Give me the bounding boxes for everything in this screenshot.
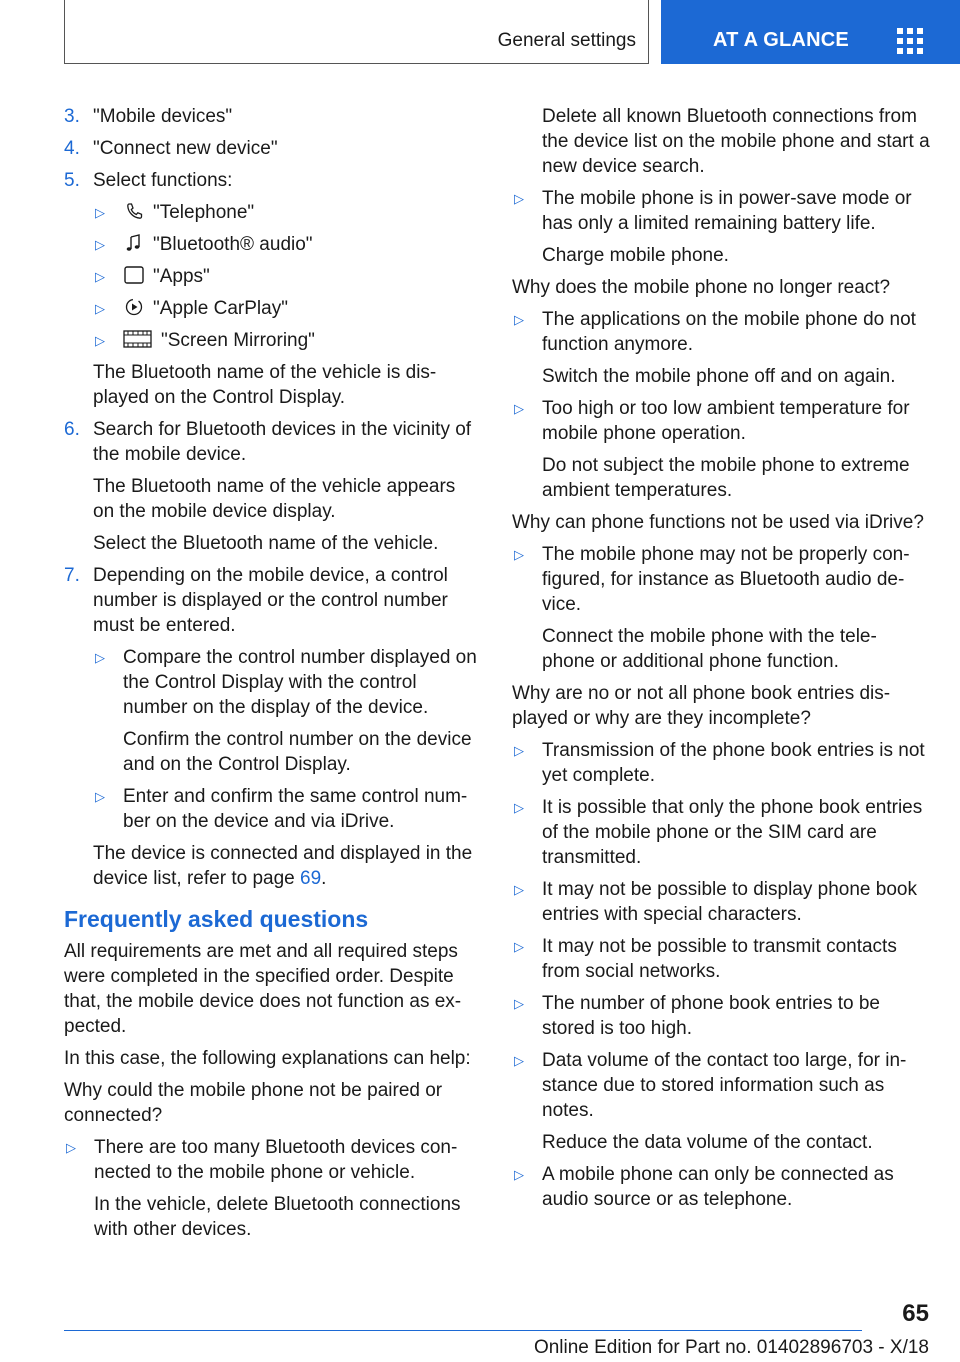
faq-question: Why can phone functions not be used via iDrive? [512,512,924,533]
step-text: Select functions: [93,170,233,191]
footer-divider [64,1330,862,1331]
list-item [93,232,480,257]
step-item [64,104,480,129]
step-item [64,136,480,161]
bullet-triangle-icon: ▷ [514,800,524,815]
bullet-text: It may not be possible to transmit contacts from social networks. [542,936,897,982]
step-number: 3. [64,106,80,127]
step-number: 7. [64,565,80,586]
step-number: 5. [64,170,80,191]
bullet-note: Confirm the control number on the device and on the Control Display. [123,729,472,775]
paragraph: In this case, the following explanations can help: [64,1048,471,1069]
paragraph: The Bluetooth name of the vehicle appears on the mobile device display. [93,476,456,522]
list-item [512,1162,932,1212]
section-heading: Frequently asked questions [64,906,369,932]
bullet-text: Data volume of the contact too large, for in‐ stance due to stored information such as notes. [542,1050,907,1121]
bullet-triangle-icon: ▷ [514,882,524,897]
bullet-text: Transmission of the phone book entries is not yet complete. [542,740,925,786]
list-item [512,307,932,389]
paragraph: Select the Bluetooth name of the vehicle. [93,533,439,554]
faq-question: Why could the mobile phone not be paired or connected? [64,1080,443,1126]
list-item [512,542,932,674]
function-label: "Bluetooth® audio" [153,234,313,255]
paragraph: Delete all known Bluetooth connections from the device list on the mobile phone and start a new device search. [542,106,930,177]
list-item [93,296,480,321]
list-item [93,200,480,225]
list-item [512,795,932,870]
bullet-text: Compare the control number displayed on the Control Display with the control number on the display of the device. [123,647,477,718]
function-list [64,200,480,410]
paragraph [93,841,480,891]
bullet-text: The applications on the mobile phone do not function anymore. [542,309,916,355]
step-item [64,417,480,556]
page-link[interactable]: 69 [300,868,322,889]
bullet-note: Connect the mobile phone with the tele‐ phone or additional phone function. [542,626,877,672]
chapter-title: General settings [497,30,636,51]
bullet-text: Too high or too low ambient temperature for mobile phone operation. [542,398,910,444]
faq-question: Why are no or not all phone book entries dis‐ played or why are they incomplete? [512,683,891,729]
list-item [64,1135,480,1242]
bullet-triangle-icon: ▷ [95,301,105,316]
bullet-triangle-icon: ▷ [514,547,524,562]
bullet-note: Charge mobile phone. [542,245,729,266]
page-number: 65 [902,1300,929,1327]
bullet-triangle-icon: ▷ [514,1053,524,1068]
paragraph-text: The device is connected and displayed in the device list, refer to page [93,843,473,889]
list-item [512,991,932,1041]
step-item [64,563,480,891]
bullet-note: Do not subject the mobile phone to extreme ambient temperatures. [542,455,910,501]
music-note-icon [123,233,145,253]
bullet-triangle-icon: ▷ [95,789,105,804]
function-label: "Apple CarPlay" [153,298,288,319]
list-item [512,396,932,503]
bullet-text: It is possible that only the phone book entries of the mobile phone or the SIM card are transmitted. [542,797,923,868]
bullet-triangle-icon: ▷ [514,996,524,1011]
screen-mirroring-icon [123,329,153,349]
apps-icon [123,265,145,285]
footer-edition: Online Edition for Part no. 01402896703 - X/18 [533,1337,929,1358]
list-item [512,738,932,788]
step-text: Search for Bluetooth devices in the vicinity of the mobile device. [93,419,472,465]
bullet-triangle-icon: ▷ [514,743,524,758]
bullet-triangle-icon: ▷ [514,401,524,416]
bullet-text: The number of phone book entries to be stored is too high. [542,993,881,1039]
function-label: "Telephone" [153,202,255,223]
grid-icon [897,28,923,54]
bullet-triangle-icon: ▷ [514,312,524,327]
bullet-triangle-icon: ▷ [66,1140,76,1155]
bullet-triangle-icon: ▷ [514,1167,524,1182]
faq-question: Why does the mobile phone no longer react? [512,277,891,298]
bullet-triangle-icon: ▷ [95,237,105,252]
paragraph: All requirements are met and all required steps were completed in the specified order. Despite that, the mobile device does not function as ex‐ pected. [64,941,462,1037]
bullet-triangle-icon: ▷ [95,650,105,665]
carplay-icon [123,297,145,317]
bullet-triangle-icon: ▷ [514,939,524,954]
function-label: "Screen Mirroring" [161,330,315,351]
bullet-text: Enter and confirm the same control num‐ ber on the device and via iDrive. [123,786,468,832]
step-number: 4. [64,138,80,159]
step-text: "Connect new device" [93,138,278,159]
function-label: "Apps" [153,266,210,287]
bullet-text: There are too many Bluetooth devices con‐ nected to the mobile phone or vehicle. [94,1137,458,1183]
section-tab[interactable] [661,0,960,64]
list-item [93,645,480,777]
list-item [512,877,932,927]
bullet-triangle-icon: ▷ [95,333,105,348]
phone-icon [123,201,145,221]
bullet-text: The mobile phone is in power-save mode or has only a limited remaining battery life. [542,188,912,234]
left-column [64,104,480,1249]
step-number: 6. [64,419,80,440]
right-column [512,104,932,1219]
period: . [321,868,327,889]
bullet-note: Switch the mobile phone off and on again. [542,366,896,387]
step-item [64,168,480,193]
step-text: Depending on the mobile device, a control number is displayed or the control number must be entered. [93,565,448,636]
list-item [93,784,480,834]
section-title: AT A GLANCE [713,29,849,51]
bullet-triangle-icon: ▷ [95,269,105,284]
list-item [93,328,480,353]
list-item [512,934,932,984]
header-bar [64,0,649,64]
list-item [93,264,480,289]
list-item [512,186,932,268]
bullet-text: A mobile phone can only be connected as audio source or as telephone. [542,1164,894,1210]
bullet-text: It may not be possible to display phone book entries with special characters. [542,879,917,925]
bullet-triangle-icon: ▷ [514,191,524,206]
bullet-text: The mobile phone may not be properly con‐ figured, for instance as Bluetooth audio de‐ vice. [542,544,910,615]
bullet-triangle-icon: ▷ [95,205,105,220]
bullet-note: In the vehicle, delete Bluetooth connections with other devices. [94,1194,461,1240]
list-item [512,1048,932,1155]
step-text: "Mobile devices" [93,106,233,127]
paragraph: The Bluetooth name of the vehicle is dis‐ played on the Control Display. [93,362,437,408]
bullet-note: Reduce the data volume of the contact. [542,1132,873,1153]
